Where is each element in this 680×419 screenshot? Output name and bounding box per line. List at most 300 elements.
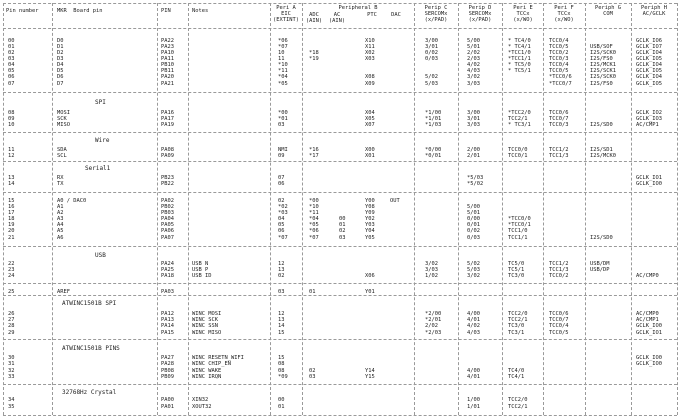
cell-perip-d: 4/00 xyxy=(467,368,480,374)
cell-perip-d: 3/01 xyxy=(467,116,480,122)
col-header-peri-f-3: (x/WO) xyxy=(554,17,574,23)
cell-periph-g: USB/DP xyxy=(590,267,610,273)
cell-periph-h: GCLK_IO4 xyxy=(636,62,662,68)
cell-eic: 02 xyxy=(278,198,285,204)
cell-peri-e: TCC2/1 xyxy=(508,317,528,323)
cell-perip-d: 2/03 xyxy=(467,56,480,62)
cell-mkr-board-pin: D6 xyxy=(57,74,64,80)
cell-eic: 13 xyxy=(278,317,285,323)
cell-periph-g: I2S/SCK0 xyxy=(590,50,616,56)
cell-perip-c: *1/01 xyxy=(425,116,442,122)
cell-perip-c: *1/00 xyxy=(425,110,442,116)
cell-peri-f: TCC0/3 xyxy=(549,122,569,128)
cell-ptc: Y14 xyxy=(365,368,375,374)
cell-mkr-board-pin: A1 xyxy=(57,204,64,210)
cell-eic: *10 xyxy=(278,62,288,68)
row-divider xyxy=(3,246,677,247)
cell-peri-e: TCC2/0 xyxy=(508,311,528,317)
cell-ptc: X06 xyxy=(365,273,375,279)
col-header-dac: DAC xyxy=(391,12,401,18)
cell-eic: *05 xyxy=(278,81,288,87)
cell-perip-c: 0/02 xyxy=(425,50,438,56)
cell-ac: 00 xyxy=(339,216,346,222)
cell-notes: WINC SSN xyxy=(192,323,218,329)
cell-perip-c: 3/00 xyxy=(425,38,438,44)
cell-pin: PA12 xyxy=(161,311,174,317)
col-divider xyxy=(414,3,415,415)
cell-dac: OUT xyxy=(390,198,400,204)
cell-pin: PA08 xyxy=(161,147,174,153)
cell-notes: WINC CHIP_EN xyxy=(192,361,231,367)
cell-mkr-board-pin: A0 / DAC0 xyxy=(57,198,87,204)
col-header-notes: Notes xyxy=(192,8,209,14)
cell-peri-f: TCC1/2 xyxy=(549,147,569,153)
cell-perip-c: 2/02 xyxy=(425,323,438,329)
col-divider xyxy=(157,3,158,415)
cell-pin: PA04 xyxy=(161,216,174,222)
cell-pin-number: 07 xyxy=(8,81,15,87)
cell-mkr-board-pin: SCK xyxy=(57,116,67,122)
cell-eic: *07 xyxy=(278,235,288,241)
col-divider xyxy=(270,3,271,415)
cell-pin-number: 11 xyxy=(8,147,15,153)
cell-pin-number: 20 xyxy=(8,228,15,234)
cell-notes: WINC IRQN xyxy=(192,374,222,380)
cell-pin: PA10 xyxy=(161,50,174,56)
cell-perip-c: *1/03 xyxy=(425,122,442,128)
cell-pin-number: 01 xyxy=(8,44,15,50)
cell-notes: WINC WAKE xyxy=(192,368,222,374)
cell-peri-e: TCC1/0 xyxy=(508,228,528,234)
cell-periph-h: GCLK_IO5 xyxy=(636,68,662,74)
cell-pin-number: 34 xyxy=(8,397,15,403)
col-divider xyxy=(502,3,503,415)
cell-periph-g: I2S/SD0 xyxy=(590,235,613,241)
cell-mkr-board-pin: A2 xyxy=(57,210,64,216)
cell-adc: *18 xyxy=(309,50,319,56)
col-header-adc-1: ADC xyxy=(309,12,319,18)
cell-pin: PA28 xyxy=(161,361,174,367)
cell-ptc: X07 xyxy=(365,122,375,128)
col-divider xyxy=(677,3,678,415)
cell-eic: 12 xyxy=(278,261,285,267)
cell-perip-c: *0/00 xyxy=(425,147,442,153)
cell-eic: 06 xyxy=(278,228,285,234)
cell-peri-e: TC3/1 xyxy=(508,330,525,336)
cell-pin-number: 06 xyxy=(8,74,15,80)
cell-perip-c: 0/03 xyxy=(425,56,438,62)
cell-peri-e: TC4/1 xyxy=(508,374,525,380)
col-header-perip-d-3: (x/PAD) xyxy=(468,17,492,23)
cell-mkr-board-pin: D2 xyxy=(57,50,64,56)
cell-adc: *16 xyxy=(309,147,319,153)
cell-peri-e: TCC0/0 xyxy=(508,147,528,153)
cell-eic: 11 xyxy=(278,56,285,62)
cell-mkr-board-pin: A5 xyxy=(57,228,64,234)
cell-pin-number: 33 xyxy=(8,374,15,380)
cell-adc: *10 xyxy=(309,204,319,210)
cell-peri-e: *TCC0/0 xyxy=(508,216,531,222)
cell-mkr-board-pin: SDA xyxy=(57,147,67,153)
cell-peri-e: *TCC1/1 xyxy=(508,56,531,62)
cell-pin-number: 35 xyxy=(8,404,15,410)
cell-perip-d: 0/01 xyxy=(467,222,480,228)
cell-periph-g: USB/DM xyxy=(590,261,610,267)
cell-perip-d: 3/03 xyxy=(467,122,480,128)
cell-ac: 02 xyxy=(339,228,346,234)
cell-perip-d: *5/03 xyxy=(467,175,484,181)
cell-perip-c: 3/01 xyxy=(425,44,438,50)
col-header-peri-f-1: Peri F xyxy=(554,5,574,11)
cell-periph-h: GCLK_IO1 xyxy=(636,330,662,336)
cell-perip-d: 4/02 xyxy=(467,323,480,329)
cell-peri-e: TC5/1 xyxy=(508,267,525,273)
cell-pin-number: 13 xyxy=(8,175,15,181)
cell-pin-number: 12 xyxy=(8,153,15,159)
cell-pin-number: 18 xyxy=(8,216,15,222)
cell-mkr-board-pin: AREF xyxy=(57,289,70,295)
cell-notes: USB P xyxy=(192,267,209,273)
cell-mkr-board-pin: MOSI xyxy=(57,110,70,116)
cell-peri-f: TCC0/4 xyxy=(549,62,569,68)
cell-perip-d: 0/02 xyxy=(467,228,480,234)
row-divider xyxy=(3,3,677,4)
cell-pin-number: 14 xyxy=(8,181,15,187)
col-divider xyxy=(188,3,189,415)
cell-periph-h: GCLK_IO3 xyxy=(636,116,662,122)
cell-eic: *02 xyxy=(278,204,288,210)
cell-notes: USB N xyxy=(192,261,209,267)
cell-perip-d: 1/00 xyxy=(467,397,480,403)
cell-ptc: X01 xyxy=(365,153,375,159)
cell-peri-f: TCC0/3 xyxy=(549,56,569,62)
cell-pin: PA25 xyxy=(161,267,174,273)
col-header-peri-f-2: TCCx xyxy=(557,11,571,17)
cell-eic: 03 xyxy=(278,289,285,295)
cell-eic: 13 xyxy=(278,267,285,273)
cell-pin-number: 15 xyxy=(8,198,15,204)
cell-peri-f: TCC0/5 xyxy=(549,330,569,336)
cell-perip-d: *5/02 xyxy=(467,181,484,187)
cell-ptc: X03 xyxy=(365,56,375,62)
col-divider xyxy=(302,3,303,415)
cell-periph-h: GCLK_IO0 xyxy=(636,181,662,187)
cell-peri-f: TCC1/2 xyxy=(549,261,569,267)
row-divider xyxy=(3,192,677,193)
cell-eic: 04 xyxy=(278,216,285,222)
col-divider xyxy=(458,3,459,415)
cell-perip-d: 4/01 xyxy=(467,374,480,380)
cell-peri-f: TCC1/3 xyxy=(549,267,569,273)
cell-peri-f: TCC1/3 xyxy=(549,153,569,159)
cell-periph-h: AC/CMP0 xyxy=(636,273,659,279)
cell-periph-g: I2S/SCK1 xyxy=(590,68,616,74)
row-divider xyxy=(3,28,677,29)
cell-mkr-board-pin: D1 xyxy=(57,44,64,50)
col-header-perip-c-3: (x/PAD) xyxy=(424,17,448,23)
cell-perip-d: 3/02 xyxy=(467,273,480,279)
cell-peri-e: TC4/0 xyxy=(508,368,525,374)
cell-ptc: Y15 xyxy=(365,374,375,380)
cell-adc: 02 xyxy=(309,368,316,374)
cell-periph-h: GCLK_IO6 xyxy=(636,38,662,44)
cell-pin-number: 30 xyxy=(8,355,15,361)
cell-perip-c: 1/02 xyxy=(425,273,438,279)
cell-ptc: Y00 xyxy=(365,198,375,204)
cell-pin: PA14 xyxy=(161,323,174,329)
cell-pin-number: 08 xyxy=(8,110,15,116)
cell-pin: PA27 xyxy=(161,355,174,361)
cell-perip-c: *2/03 xyxy=(425,330,442,336)
cell-eic: *03 xyxy=(278,210,288,216)
cell-pin: PA07 xyxy=(161,235,174,241)
cell-periph-g: I2S/MCK0 xyxy=(590,153,616,159)
col-header-perip-d-2: SERCOMx xyxy=(468,11,492,17)
cell-pin-number: 10 xyxy=(8,122,15,128)
cell-peri-f: TCC0/2 xyxy=(549,50,569,56)
cell-adc: *06 xyxy=(309,228,319,234)
cell-perip-d: 4/00 xyxy=(467,311,480,317)
cell-periph-h: GCLK_IO2 xyxy=(636,110,662,116)
col-header-pin: PIN xyxy=(161,8,171,14)
cell-eic: 03 xyxy=(278,122,285,128)
cell-perip-c: 5/03 xyxy=(425,81,438,87)
cell-perip-d: 4/03 xyxy=(467,330,480,336)
cell-peri-e: TCC2/1 xyxy=(508,404,528,410)
col-divider xyxy=(3,3,4,415)
row-divider xyxy=(3,415,677,416)
cell-eic: *06 xyxy=(278,38,288,44)
cell-periph-g: I2S/SCK0 xyxy=(590,74,616,80)
cell-ptc: X00 xyxy=(365,147,375,153)
col-header-adc-2: (AIN) xyxy=(305,18,323,24)
cell-perip-c: *2/00 xyxy=(425,311,442,317)
cell-mkr-board-pin: D7 xyxy=(57,81,64,87)
col-header-ac-1: AC xyxy=(333,12,341,18)
cell-mkr-board-pin: A4 xyxy=(57,222,64,228)
col-header-peri-a-3: (EXTINT) xyxy=(273,17,299,23)
col-header-pin-number: Pin number xyxy=(6,8,39,14)
cell-mkr-board-pin: D0 xyxy=(57,38,64,44)
cell-notes: XOUT32 xyxy=(192,404,212,410)
cell-periph-g: I2S/SD1 xyxy=(590,147,613,153)
cell-ptc: X05 xyxy=(365,116,375,122)
cell-pin-number: 28 xyxy=(8,323,15,329)
cell-periph-h: GCLK_IO1 xyxy=(636,175,662,181)
cell-peri-e: * TC3/1 xyxy=(508,122,531,128)
cell-perip-d: 5/00 xyxy=(467,38,480,44)
cell-pin-number: 03 xyxy=(8,56,15,62)
row-divider xyxy=(3,132,677,133)
cell-pin: PB10 xyxy=(161,62,174,68)
cell-peri-e: TCC2/1 xyxy=(508,116,528,122)
cell-pin-number: 26 xyxy=(8,311,15,317)
cell-eic: *09 xyxy=(278,374,288,380)
cell-ptc: Y01 xyxy=(365,289,375,295)
cell-pin: PB08 xyxy=(161,368,174,374)
cell-eic: *00 xyxy=(278,110,288,116)
cell-ac: 01 xyxy=(339,222,346,228)
cell-mkr-board-pin: A6 xyxy=(57,235,64,241)
cell-pin-number: 05 xyxy=(8,68,15,74)
cell-periph-h: GCLK_IO7 xyxy=(636,44,662,50)
col-header-periph-h-2: AC/GCLK xyxy=(642,11,666,17)
cell-periph-h: GCLK_IO4 xyxy=(636,50,662,56)
cell-pin-number: 23 xyxy=(8,267,15,273)
cell-eic: *11 xyxy=(278,68,288,74)
cell-eic: NMI xyxy=(278,147,288,153)
cell-notes: WINC MISO xyxy=(192,330,222,336)
cell-periph-h: GCLK_IO0 xyxy=(636,323,662,329)
section-title-usb: USB xyxy=(95,252,106,259)
col-header-mkr-board-pin: MKR Board pin xyxy=(57,8,103,14)
cell-peri-e: TCC2/0 xyxy=(508,397,528,403)
cell-perip-c: 3/03 xyxy=(425,267,438,273)
col-divider xyxy=(585,3,586,415)
cell-pin: PA06 xyxy=(161,228,174,234)
cell-notes: WINC MOSI xyxy=(192,311,222,317)
cell-eic: 10 xyxy=(278,50,285,56)
cell-perip-d: 2/00 xyxy=(467,147,480,153)
col-divider xyxy=(631,3,632,415)
cell-adc: 03 xyxy=(309,374,316,380)
row-divider xyxy=(3,384,677,385)
cell-peri-e: *TCC1/0 xyxy=(508,50,531,56)
cell-periph-h: GCLK_IO5 xyxy=(636,56,662,62)
cell-peri-f: TCC0/6 xyxy=(549,311,569,317)
cell-mkr-board-pin: D3 xyxy=(57,56,64,62)
cell-peri-f: TCC0/2 xyxy=(549,273,569,279)
cell-peri-f: *TCC0/7 xyxy=(549,81,572,87)
cell-notes: WINC RESETN_WIFI xyxy=(192,355,244,361)
cell-perip-d: 4/03 xyxy=(467,68,480,74)
col-header-perip-c-2: SERCOMx xyxy=(424,11,448,17)
cell-peri-f: TCC0/4 xyxy=(549,323,569,329)
cell-pin-number: 27 xyxy=(8,317,15,323)
cell-peri-e: * TC5/0 xyxy=(508,62,531,68)
cell-pin: PA02 xyxy=(161,198,174,204)
row-divider xyxy=(3,295,677,296)
col-header-perip-d-1: Perip D xyxy=(468,5,492,11)
cell-perip-d: 4/02 xyxy=(467,62,480,68)
cell-adc: *19 xyxy=(309,56,319,62)
section-title-spi: SPI xyxy=(95,99,106,106)
cell-pin: PA15 xyxy=(161,330,174,336)
cell-adc: *17 xyxy=(309,153,319,159)
cell-peri-e: * TC5/1 xyxy=(508,68,531,74)
cell-pin-number: 17 xyxy=(8,210,15,216)
cell-peri-f: TCC0/7 xyxy=(549,116,569,122)
cell-pin: PB23 xyxy=(161,175,174,181)
cell-periph-h: GCLK_IO5 xyxy=(636,81,662,87)
cell-eic: 09 xyxy=(278,153,285,159)
cell-adc: 01 xyxy=(309,289,316,295)
row-divider xyxy=(3,283,677,284)
cell-pin: PA03 xyxy=(161,289,174,295)
cell-perip-c: *2/01 xyxy=(425,317,442,323)
cell-notes: WINC SCK xyxy=(192,317,218,323)
col-header-periph-h-1: Periph H xyxy=(641,5,667,11)
cell-eic: 15 xyxy=(278,330,285,336)
cell-adc: *00 xyxy=(309,198,319,204)
cell-perip-c: 5/02 xyxy=(425,74,438,80)
cell-ptc: X11 xyxy=(365,44,375,50)
row-divider xyxy=(3,339,677,340)
cell-peri-f: *TCC0/6 xyxy=(549,74,572,80)
col-header-peri-a-1: Peri A xyxy=(276,5,296,11)
cell-perip-d: 0/03 xyxy=(467,235,480,241)
cell-periph-h: GCLK_IO4 xyxy=(636,74,662,80)
cell-pin-number: 00 xyxy=(8,38,15,44)
cell-peri-e: * TC4/0 xyxy=(508,38,531,44)
col-header-peripheral-b: Peripheral B xyxy=(338,5,378,11)
cell-peri-f: TCC0/5 xyxy=(549,68,569,74)
cell-adc: *04 xyxy=(309,216,319,222)
cell-pin: PA11 xyxy=(161,56,174,62)
cell-peri-e: *TCC0/1 xyxy=(508,222,531,228)
cell-perip-d: 5/03 xyxy=(467,267,480,273)
cell-pin: PA23 xyxy=(161,44,174,50)
cell-mkr-board-pin: D4 xyxy=(57,62,64,68)
cell-periph-h: AC/CMP1 xyxy=(636,122,659,128)
cell-pin-number: 16 xyxy=(8,204,15,210)
cell-notes: USB ID xyxy=(192,273,212,279)
cell-pin-number: 22 xyxy=(8,261,15,267)
cell-adc: *11 xyxy=(309,210,319,216)
cell-ptc: Y02 xyxy=(365,216,375,222)
cell-perip-d: 2/02 xyxy=(467,50,480,56)
cell-adc: *07 xyxy=(309,235,319,241)
cell-mkr-board-pin: TX xyxy=(57,181,64,187)
cell-pin: PA24 xyxy=(161,261,174,267)
cell-peri-e: * TC4/1 xyxy=(508,44,531,50)
cell-pin: PA05 xyxy=(161,222,174,228)
cell-perip-c: *0/01 xyxy=(425,153,442,159)
cell-perip-d: 2/01 xyxy=(467,153,480,159)
cell-pin: PA19 xyxy=(161,122,174,128)
cell-eic: 08 xyxy=(278,361,285,367)
col-header-ptc: PTC xyxy=(367,12,377,18)
row-divider xyxy=(3,161,677,162)
cell-pin-number: 32 xyxy=(8,368,15,374)
cell-pin-number: 31 xyxy=(8,361,15,367)
cell-eic: *04 xyxy=(278,74,288,80)
cell-pin: PA16 xyxy=(161,110,174,116)
cell-ptc: X10 xyxy=(365,38,375,44)
cell-pin: PA22 xyxy=(161,38,174,44)
cell-mkr-board-pin: SCL xyxy=(57,153,67,159)
col-divider xyxy=(543,3,544,415)
col-header-periph-g-1: Periph G xyxy=(595,5,621,11)
cell-pin: PA00 xyxy=(161,397,174,403)
cell-mkr-board-pin: A3 xyxy=(57,216,64,222)
cell-pin: PA18 xyxy=(161,273,174,279)
cell-pin-number: 21 xyxy=(8,235,15,241)
cell-pin-number: 04 xyxy=(8,62,15,68)
cell-pin: PA20 xyxy=(161,74,174,80)
section-title-wire: Wire xyxy=(95,137,110,144)
cell-peri-e: TCC1/1 xyxy=(508,235,528,241)
cell-eic: *07 xyxy=(278,44,288,50)
cell-notes: XIN32 xyxy=(192,397,209,403)
cell-perip-d: 5/01 xyxy=(467,44,480,50)
cell-eic: 08 xyxy=(278,368,285,374)
col-header-periph-g-2: COM xyxy=(603,11,613,17)
cell-periph-g: I2S/FS0 xyxy=(590,56,613,62)
cell-perip-d: 5/00 xyxy=(467,204,480,210)
cell-eic: *01 xyxy=(278,116,288,122)
cell-perip-d: 4/01 xyxy=(467,317,480,323)
